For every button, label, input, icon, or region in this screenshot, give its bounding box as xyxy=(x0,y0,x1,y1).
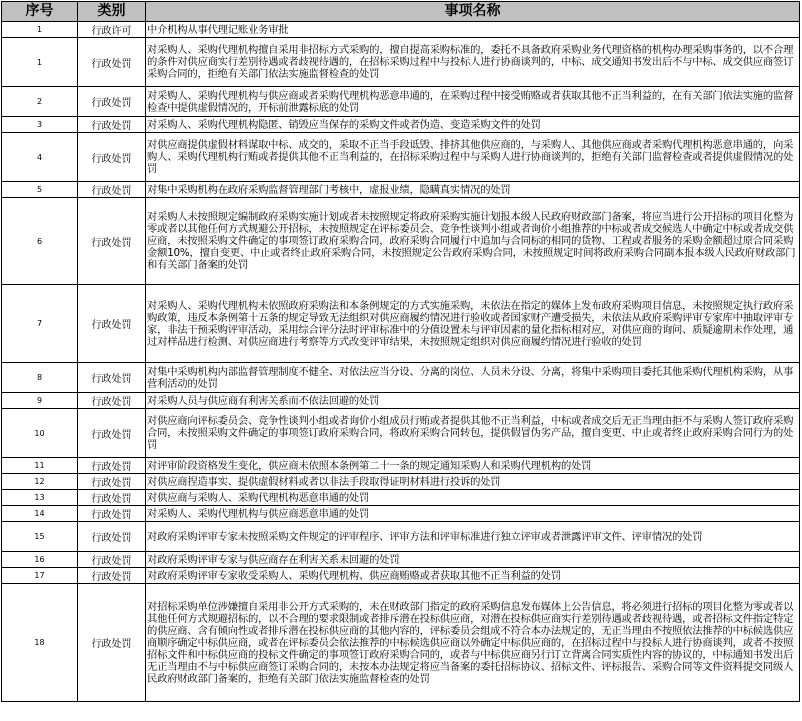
row-number: 17 xyxy=(2,568,78,584)
row-category: 行政处罚 xyxy=(78,363,146,393)
row-category: 行政处罚 xyxy=(78,568,146,584)
row-number: 1 xyxy=(2,38,78,87)
row-number: 11 xyxy=(2,458,78,474)
row-category: 行政处罚 xyxy=(78,38,146,87)
row-item-name: 对采购人员与供应商有利害关系而不依法回避的处罚 xyxy=(146,393,800,409)
header-category: 类别 xyxy=(78,2,146,22)
table-row xyxy=(2,182,800,198)
row-category: 行政处罚 xyxy=(78,506,146,522)
row-item-name: 对政府采购评审专家收受采购人、采购代理机构、供应商贿赂或者获取其他不正当利益的处罚 xyxy=(146,568,800,584)
row-number: 13 xyxy=(2,490,78,506)
table-row xyxy=(2,458,800,474)
row-category: 行政处罚 xyxy=(78,182,146,198)
table-row xyxy=(2,584,800,702)
row-category: 行政处罚 xyxy=(78,198,146,285)
table-row xyxy=(2,363,800,393)
row-number: 14 xyxy=(2,506,78,522)
table-row xyxy=(2,198,800,285)
table-row xyxy=(2,474,800,490)
row-number: 1 xyxy=(2,22,78,38)
row-item-name: 对采购人、采购代理机构与供应商或者采购代理机构恶意串通的，在采购过程中接受贿赂或者获取其他不正当利益的，在有关部门依法实施的监督检查中提供虚假情况的，开标前泄露标底的处罚 xyxy=(146,87,800,117)
row-category: 行政处罚 xyxy=(78,552,146,568)
row-item-name: 对评审阶段资格发生变化，供应商未依照本条例第二十一条的规定通知采购人和采购代理机构的处罚 xyxy=(146,458,800,474)
row-item-name: 对集中采购机构在政府采购监督管理部门考核中，虚报业绩，隐瞒真实情况的处罚 xyxy=(146,182,800,198)
row-number: 4 xyxy=(2,133,78,182)
table-row xyxy=(2,522,800,552)
table-header xyxy=(2,2,800,22)
row-number: 12 xyxy=(2,474,78,490)
row-number: 8 xyxy=(2,363,78,393)
row-item-name: 对供应商提供虚假材料谋取中标、成交的，采取不正当手段诋毁、排挤其他供应商的，与采购人、其他供应商或者采购代理机构恶意串通的，向采购人、采购代理机构行贿或者提供其他不正当利益的，在招标采购过程中与采购人进行协商谈判的，拒绝有关部门监督检查或者提供虚假情况的处罚 xyxy=(146,133,800,182)
row-category: 行政处罚 xyxy=(78,584,146,702)
row-number: 2 xyxy=(2,87,78,117)
table-row xyxy=(2,393,800,409)
row-number: 3 xyxy=(2,117,78,133)
table-row xyxy=(2,409,800,458)
row-number: 5 xyxy=(2,182,78,198)
row-number: 9 xyxy=(2,393,78,409)
row-category: 行政处罚 xyxy=(78,285,146,363)
row-category: 行政处罚 xyxy=(78,117,146,133)
header-serial-number: 序号 xyxy=(2,2,78,22)
row-category: 行政处罚 xyxy=(78,474,146,490)
row-number: 7 xyxy=(2,285,78,363)
table-row xyxy=(2,133,800,182)
row-number: 16 xyxy=(2,552,78,568)
row-item-name: 中介机构从事代理记账业务审批 xyxy=(146,22,800,38)
row-number: 10 xyxy=(2,409,78,458)
row-category: 行政处罚 xyxy=(78,522,146,552)
table-row xyxy=(2,38,800,87)
table-row xyxy=(2,552,800,568)
row-category: 行政处罚 xyxy=(78,87,146,117)
row-item-name: 对集中采购机构内部监督管理制度不健全、对依法应当分设、分离的岗位、人员未分设、分离，将集中采购项目委托其他采购代理机构采购，从事营利活动的处罚 xyxy=(146,363,800,393)
items-table xyxy=(1,1,800,702)
row-category: 行政处罚 xyxy=(78,409,146,458)
row-number: 6 xyxy=(2,198,78,285)
row-number: 15 xyxy=(2,522,78,552)
table-row xyxy=(2,117,800,133)
row-category: 行政许可 xyxy=(78,22,146,38)
row-category: 行政处罚 xyxy=(78,458,146,474)
row-item-name: 对采购人、采购代理机构与供应商恶意串通的处罚 xyxy=(146,506,800,522)
table-row xyxy=(2,506,800,522)
row-item-name: 对政府采购评审专家与供应商存在利害关系未回避的处罚 xyxy=(146,552,800,568)
table-row xyxy=(2,87,800,117)
row-category: 行政处罚 xyxy=(78,393,146,409)
header-row xyxy=(2,2,800,22)
row-item-name: 对采购人、采购代理机构擅自采用非招标方式采购的，擅自提高采购标准的，委托不具备政府采购业务代理资格的机构办理采购事务的，以不合理的条件对供应商实行差别待遇或者歧视待遇的，在招标采购过程中与投标人进行协商谈判的，中标、成交通知书发出后不与中标、成交供应商签订采购合同的，拒绝有关部门依法实施监督检查的处罚 xyxy=(146,38,800,87)
row-category: 行政处罚 xyxy=(78,490,146,506)
row-category: 行政处罚 xyxy=(78,133,146,182)
row-item-name: 对供应商向评标委员会、竞争性谈判小组或者询价小组成员行贿或者提供其他不正当利益，中标或者成交后无正当理由拒不与采购人签订政府采购合同，未按照采购文件确定的事项签订政府采购合同，将政府采购合同转包，提供假冒伪劣产品，擅自变更、中止或者终止政府采购合同行为的处罚 xyxy=(146,409,800,458)
row-item-name: 对招标采购单位涉嫌擅自采用非公开方式采购的，未在财政部门指定的政府采购信息发布媒体上公告信息，将必须进行招标的项目化整为零或者以其他任何方式规避招标的，以不合理的要求限制或者排斥潜在投标供应商，对潜在投标供应商实行差别待遇或者歧视待遇，或者招标文件指定特定的供应商、含有倾向性或者排斥潜在投标供应商的其他内容的，评标委员会组成不符合本办法规定的，无正当理由不按照依法推荐的中标候选供应商顺序确定中标供应商，或者在评标委员会依法推荐的中标候选供应商以外确定中标供应商的，在招标过程中与投标人进行协商谈判，或者不按照招标文件和中标供应商的投标文件确定的事项签订政府采购合同的，或者与中标供应商另行订立背离合同实质性内容的协议的，中标通知书发出后无正当理由不与中标供应商签订采购合同的，未按本办法规定将应当备案的委托招标协议、招标文件、评标报告、采购合同等文件资料提交同级人民政府财政部门备案的，拒绝有关部门依法实施监督检查的处罚 xyxy=(146,584,800,702)
row-item-name: 对采购人未按照规定编制政府采购实施计划或者未按照规定将政府采购实施计划报本级人民政府财政部门备案，将应当进行公开招标的项目化整为零或者以其他任何方式规避公开招标，未按照规定在评标委员会、竞争性谈判小组或者询价小组推荐的中标或者成交候选人中确定中标或者成交供应商，未按照采购文件确定的事项签订政府采购合同，政府采购合同履行中追加与合同标的相同的货物、工程或者服务的采购金额超过原合同采购金额10%，擅自变更、中止或者终止政府采购合同，未按照规定公告政府采购合同，未按照规定时间将政府采购合同副本报本级人民政府财政部门和有关部门备案的处罚 xyxy=(146,198,800,285)
row-item-name: 对采购人、采购代理机构未依照政府采购法和本条例规定的方式实施采购，未依法在指定的媒体上发布政府采购项目信息，未按照规定执行政府采购政策，违反本条例第十五条的规定导致无法组织对供应商履约情况进行验收或者国家财产遭受损失，未依法从政府采购评审专家库中抽取评审专家，非法干预采购评审活动，采用综合评分法时评审标准中的分值设置未与评审因素的量化指标相对应，对供应商的询问、质疑逾期未作处理，通过对样品进行检测、对供应商进行考察等方式改变评审结果，未按照规定组织对供应商履约情况进行验收的处罚 xyxy=(146,285,800,363)
row-item-name: 对供应商捏造事实、提供虚假材料或者以非法手段取得证明材料进行投诉的处罚 xyxy=(146,474,800,490)
table-body xyxy=(2,22,800,702)
row-item-name: 对政府采购评审专家未按照采购文件规定的评审程序、评审方法和评审标准进行独立评审或者泄露评审文件、评审情况的处罚 xyxy=(146,522,800,552)
table-row xyxy=(2,490,800,506)
row-number: 18 xyxy=(2,584,78,702)
header-item-name: 事项名称 xyxy=(146,2,800,22)
row-item-name: 对供应商与采购人、采购代理机构恶意串通的处罚 xyxy=(146,490,800,506)
table-row xyxy=(2,568,800,584)
table-row xyxy=(2,22,800,38)
row-item-name: 对采购人、采购代理机构隐匿、销毁应当保存的采购文件或者伪造、变造采购文件的处罚 xyxy=(146,117,800,133)
table-row xyxy=(2,285,800,363)
